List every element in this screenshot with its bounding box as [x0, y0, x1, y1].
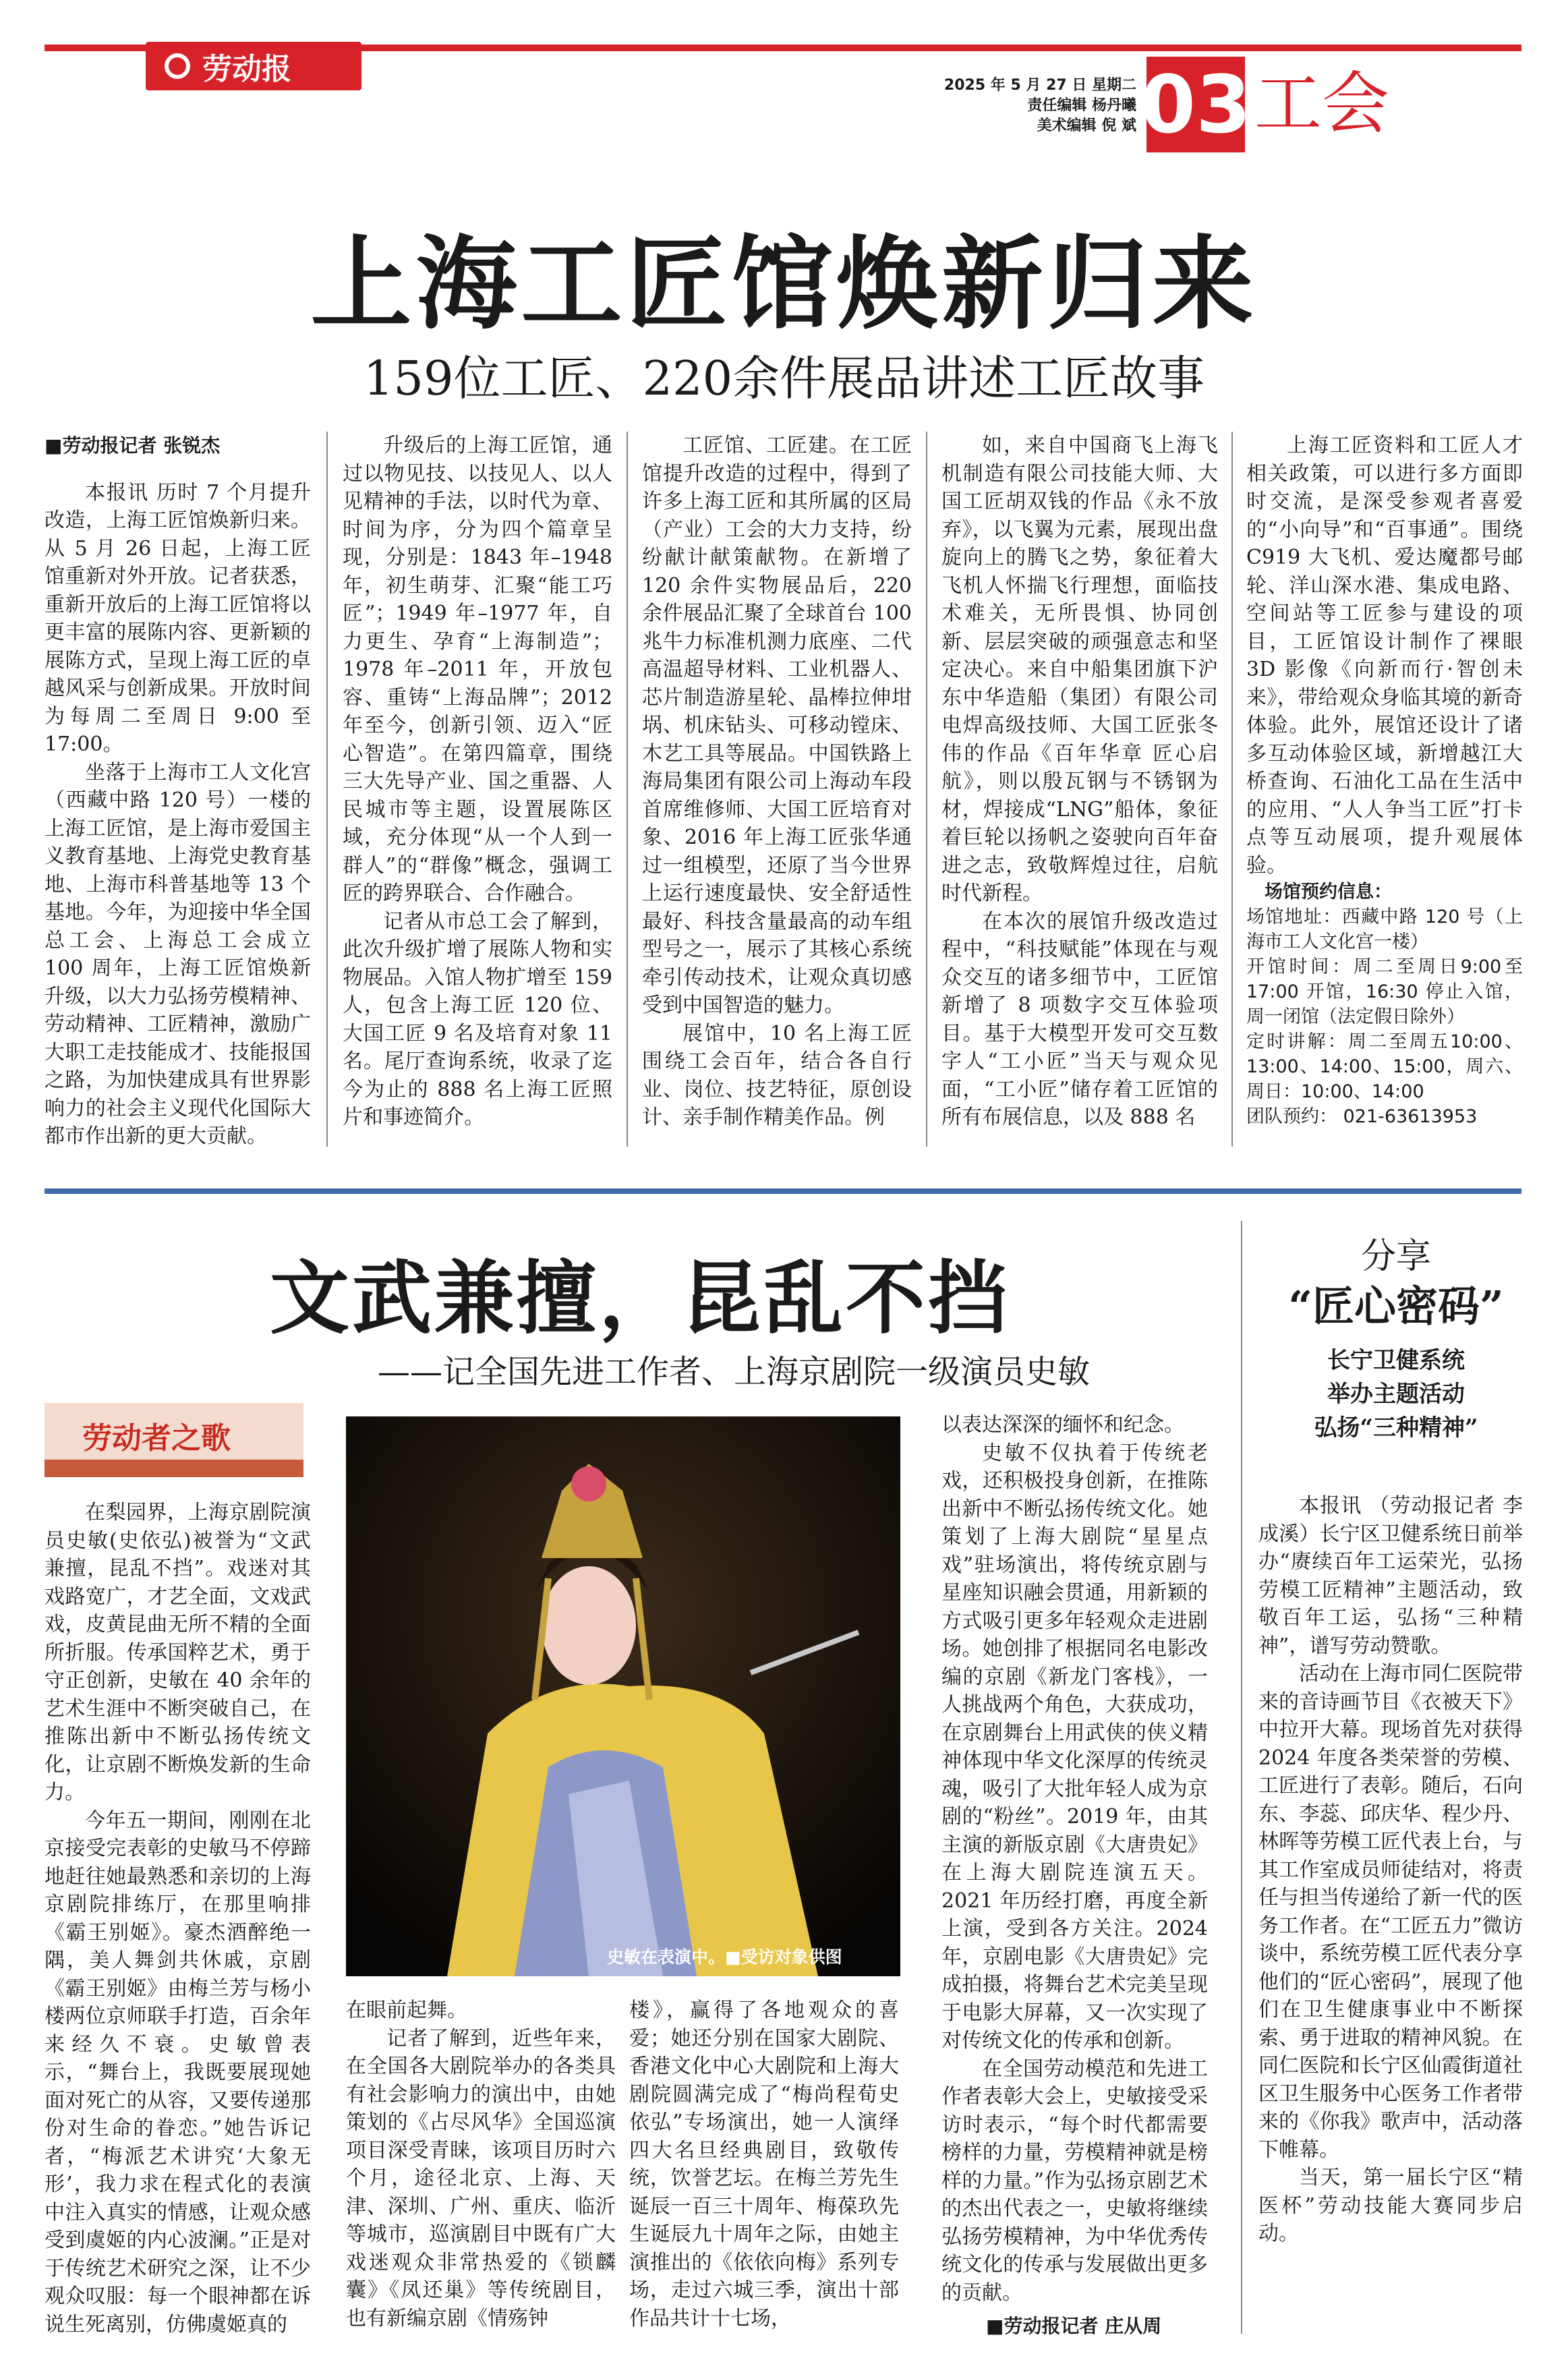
- paragraph: 展馆中，10 名上海工匠围绕工会百年，结合各自行业、岗位、技艺特征，原创设计、亲手制作精美作品。例: [642, 1021, 912, 1129]
- paragraph: 上海工匠资料和工匠人才相关政策，可以进行多方面即时交流，是深受参观者喜爱的“小向导”和“百事通”。围绕 C919 大飞机、爱达魔都号邮轮、洋山深水港、集成电路、空间站等工匠参与建设的项目，工匠馆设计制作了裸眼 3D 影像《向新而行·智创未来》，带给观众身临其境的新奇体验。此外，展馆还设计了诸多互动体验区域，新增越江大桥查询、石油化工品在生活中的应用、“人人争当工匠”打卡点等互动展项，提升观展体验。: [1246, 434, 1523, 878]
- paragraph: 今年五一期间，刚刚在北京接受完表彰的史敏马不停蹄地赶往她最熟悉和亲切的上海京剧院排练厅，在那里响排《霸王别姬》。豪杰酒醉绝一隅，美人舞剑共休戚，京剧《霸王别姬》由梅兰芳与杨小楼两位京师联手打造，百余年来经久不衰。史敏曾表示，“舞台上，我既要展现她面对死亡的从容，又要传递那份对生命的眷恋。”她告诉记者，“梅派艺术讲究‘大象无形’，我力求在程式化的表演中注入真实的情感，让观众感受到虞姬的内心波澜。”正是对于传统艺术研究之深，让不少观众叹服：每一个眼神都在诉说生死离别，仿佛虞姬真的: [45, 1808, 311, 2336]
- paragraph: 当天，第一届长宁区“精医杯”劳动技能大赛同步启动。: [1258, 2166, 1523, 2245]
- performer-photo: [346, 1416, 900, 1976]
- paragraph: 活动在上海市同仁医院带来的音诗画节目《衣被天下》中拉开大幕。现场首先对获得 2024 年度各类荣誉的劳模、工匠进行了表彰。随后，石向东、李蕊、邱庆华、程少丹、林晖等劳模工匠代表上台，与其工作室成员师徒结对，将责任与担当传递给了新一代的医务工作者。在“工匠五力”微访谈中，系统劳模工匠代表分享他们的“匠心密码”，展现了他们在卫生健康事业中不断探索、勇于进取的精神风貌。在同仁医院和长宁区仙霞街道社区卫生服务中心医务工作者带来的《你我》歌声中，活动落下帷幕。: [1258, 1662, 1523, 2162]
- paragraph: 本报讯 历时 7 个月提升改造，上海工匠馆焕新归来。从 5 月 26 日起，上海工匠馆重新对外开放。记者获悉，重新开放后的上海工匠馆将以更丰富的展陈内容、更新颖的展陈方式，呈现上海工匠的卓越风采与创新成果。开放时间为每周二至周日 9:00 至 17:00。: [45, 480, 311, 756]
- art-editor-line: 美术编辑 倪 斌: [1037, 117, 1136, 134]
- column-banner-label: 劳动者之歌: [82, 1421, 231, 1456]
- article2-col1: [45, 1499, 311, 2338]
- opera-performer-image: [346, 1416, 900, 1976]
- article2-col4: [941, 1411, 1208, 2340]
- article1-headline: 上海工匠馆焕新归来: [310, 225, 1258, 343]
- paragraph: 升级后的上海工匠馆，通过以物见技、以技见人、以人见精神的手法，以时代为章、时间为序，分为四个篇章呈现，分别是：1843 年–1948 年，初生萌芽、汇聚“能工巧匠”；1949 年–1977 年，自力更生、孕育“上海制造”；1978 年–2011 年，开放包容、重铸“上海品牌”；2012 年至今，创新引领、迈入“匠心智造”。在第四篇章，围绕三大先导产业、国之重器、人民城市等主题，设置展陈区域，充分体现“从一个人到一群人”的“群像”概念，强调工匠的跨界联合、合作融合。: [343, 434, 612, 905]
- article3-body: [1258, 1492, 1523, 2248]
- paragraph: 在梨园界，上海京剧院演员史敏(史依弘)被誉为“文武兼擅，昆乱不挡”。戏迷对其戏路宽广，才艺全面，文戏武戏，皮黄昆曲无所不精的全面所折服。传承国粹艺术，勇于守正创新，史敏在 40 余年的艺术生涯中不断突破自己，在推陈出新中不断弘扬传统文化，让京剧不断焕发新的生命力。: [45, 1501, 311, 1804]
- paragraph: 工匠馆、工匠建。在工匠馆提升改造的过程中，得到了许多上海工匠和其所属的区局（产业）工会的大力支持，纷纷献计献策献物。在新增了 120 余件实物展品后，220 余件展品汇聚了全球首台 100 兆牛力标准机测力底座、二代高温超导材料、工业机器人、芯片制造游星轮、晶棒拉伸坩埚、机床钻头、可移动镗床、木艺工具等展品。中国铁路上海局集团有限公司上海动车段首席维修师、大国工匠培育对象、2016 年上海工匠张华通过一组模型，还原了当今世界上运行速度最快、安全舒适性最好、科技含量最高的动车组型号之一，展示了其核心系统牵引传动技术，让观众真切感受到中国智造的魅力。: [642, 434, 912, 1017]
- paper-name: 劳动报: [202, 52, 291, 86]
- column-rule: [1241, 1221, 1242, 2334]
- article1-col5: [1246, 432, 1523, 1129]
- info-tours: 定时讲解：周二至周五10:00、13:00、14:00、15:00，周六、周日：10:00、14:00: [1246, 1031, 1523, 1102]
- info-title: 场馆预约信息：: [1265, 882, 1392, 902]
- paragraph: 在全国劳动模范和先进工作者表彰大会上，史敏接受采访时表示，“每个时代都需要榜样的力量，劳模精神就是榜样的力量。”作为弘扬京剧艺术的杰出代表之一，史敏将继续弘扬劳模精神，为中华优秀传统文化的传承与发展做出更多的贡献。: [941, 2057, 1208, 2305]
- article3-headline: “匠心密码”: [1288, 1282, 1504, 1331]
- paragraph: 记者从市总工会了解到，此次升级扩增了展陈人物和实物展品。入馆人物扩增至 159 人，包含上海工匠 120 位、大国工匠 9 名及培育对象 11 名。尾厅查询系统，收录了迄今为止的 888 名上海工匠照片和事迹简介。: [343, 909, 612, 1129]
- article3-sub: 长宁卫健系统: [1327, 1347, 1465, 1374]
- section-name: 工会: [1254, 64, 1389, 143]
- article1-byline: ■劳动报记者 张锐杰: [45, 434, 221, 457]
- logo-icon: [165, 53, 190, 79]
- paragraph: 楼》，赢得了各地观众的喜爱；她还分别在国家大剧院、香港文化中心大剧院和上海大剧院圆满完成了“梅尚程荀史依弘”专场演出，她一人演绎四大名旦经典剧目，致敬传统，饮誉艺坛。在梅兰芳先生诞辰一百三十周年、梅葆玖先生诞辰九十周年之际，由她主演推出的《依依向梅》系列专场，走过六城三季，演出十部作品共计十七场，: [629, 1999, 899, 2330]
- paragraph: 以表达深深的缅怀和纪念。: [941, 1413, 1184, 1437]
- article2-byline: ■劳动报记者 庄从周: [986, 2315, 1162, 2337]
- page-number: 03: [1140, 58, 1252, 151]
- section-divider: [45, 1188, 1521, 1194]
- article2-col2: [346, 1996, 616, 2332]
- article2-headline: 文武兼擅，昆乱不挡: [270, 1251, 1011, 1345]
- paragraph: 记者了解到，近些年来，在全国各大剧院举办的各类具有社会影响力的演出中，由她策划的《占尽风华》全国巡演项目深受青睐，该项目历时六个月，途径北京、上海、天津、深圳、广州、重庆、临沂等城市，巡演剧目中既有广大戏迷观众非常热爱的《锁麟囊》《凤还巢》等传统剧目，也有新编京剧《情殇钟: [346, 2026, 616, 2330]
- column-rule: [926, 432, 927, 1147]
- info-hours: 开馆时间：周二至周日9:00至 17:00 开馆，16:30 停止入馆，周一闭馆（法定假日除外）: [1246, 956, 1523, 1027]
- editor-line: 责任编辑 杨丹曦: [1027, 97, 1136, 114]
- article3-sub: 弘扬“三种精神”: [1314, 1414, 1478, 1441]
- paragraph: 史敏不仅执着于传统老戏，还积极投身创新，在推陈出新中不断弘扬传统文化。她策划了上海大剧院“星星点戏”驻场演出，将传统京剧与星座知识融会贯通，用新颖的方式吸引更多年轻观众走进剧场。她创排了根据同名电影改编的京剧《新龙门客栈》，一人挑战两个角色，大获成功，在京剧舞台上用武侠的侠义精神体现中华文化深厚的传统灵魂，吸引了大批年轻人成为京剧的“粉丝”。2019 年，由其主演的新版京剧《大唐贵妃》在上海大剧院连演五天。2021 年历经打磨，再度全新上演，受到各方关注。2024 年，京剧电影《大唐贵妃》完成拍摄，将舞台艺术完美呈现于电影大屏幕，又一次实现了对传统文化的传承和创新。: [941, 1441, 1208, 2052]
- paper-logo: [146, 42, 361, 90]
- article1-col4: [941, 432, 1218, 1132]
- article1-col3: [642, 432, 912, 1132]
- article1-col2: [343, 432, 612, 1132]
- paragraph: 本报讯 （劳动报记者 李成溪）长宁区卫健系统日前举办“赓续百年工运荣光，弘扬劳模工匠精神”主题活动，致敬百年工运，弘扬“三种精神”，谱写劳动赞歌。: [1258, 1494, 1523, 1658]
- article1-subheadline: 159位工匠、220余件展品讲述工匠故事: [363, 351, 1205, 406]
- article2-subheadline: ——记全国先进工作者、上海京剧院一级演员史敏: [378, 1353, 1091, 1391]
- date-line: 2025 年 5 月 27 日 星期二: [943, 77, 1136, 94]
- article3-sub: 举办主题活动: [1327, 1381, 1465, 1408]
- article2-col3: [629, 1996, 899, 2332]
- paragraph: 坐落于上海市工人文化宫（西藏中路 120 号）一楼的上海工匠馆，是上海市爱国主义教育基地、上海党史教育基地、上海市科普基地等 13 个基地。今年，为迎接中华全国总工会、上海总工会成立 100 周年，上海工匠馆焕新升级，以大力弘扬劳模精神、劳动精神、工匠精神，激励广大职工走技能成才、技能报国之路，为加快建成具有世界影响力的社会主义现代化国际大都市作出新的更大贡献。: [45, 760, 311, 1148]
- paragraph: 在眼前起舞。: [346, 1999, 467, 2022]
- info-address: 场馆地址：西藏中路 120 号（上海市工人文化宫一楼）: [1246, 907, 1523, 952]
- info-group: 团队预约： 021-63613953: [1246, 1106, 1478, 1127]
- article1-col1: [45, 432, 311, 1151]
- paragraph: 如，来自中国商飞上海飞机制造有限公司技能大师、大国工匠胡双钱的作品《永不放弃》，以飞翼为元素，展现出盘旋向上的腾飞之势，象征着大飞机人怀揣飞行理想，面临技术难关，无所畏惧、协同创新、层层突破的顽强意志和坚定决心。来自中船集团旗下沪东中华造船（集团）有限公司电焊高级技师、大国工匠张冬伟的作品《百年华章 匠心启航》，则以殷瓦钢与不锈钢为材，焊接成“LNG”船体，象征着巨轮以扬帆之姿驶向百年奋进之志，致敬辉煌过往，启航时代新程。: [941, 434, 1218, 905]
- column-rule: [627, 432, 628, 1147]
- column-rule: [1231, 432, 1233, 1147]
- paragraph: 在本次的展馆升级改造过程中，“科技赋能”体现在与观众交互的诸多细节中，工匠馆新增了 8 项数字交互体验项目。基于大模型开发可交互数字人“工小匠”当天与观众见面，“工小匠”储存着工匠馆的所有布展信息，以及 888 名: [941, 909, 1218, 1129]
- column-banner: [45, 1403, 303, 1477]
- workers-silhouette-icon: [45, 1460, 303, 1477]
- article3-kicker: 分享: [1360, 1236, 1431, 1277]
- article3-head: [1261, 1234, 1531, 1445]
- date-block: [934, 76, 1136, 136]
- column-rule: [326, 432, 328, 1147]
- visit-info: [1246, 880, 1523, 1129]
- photo-caption: 史敏在表演中。■受访对象供图: [607, 1947, 842, 1967]
